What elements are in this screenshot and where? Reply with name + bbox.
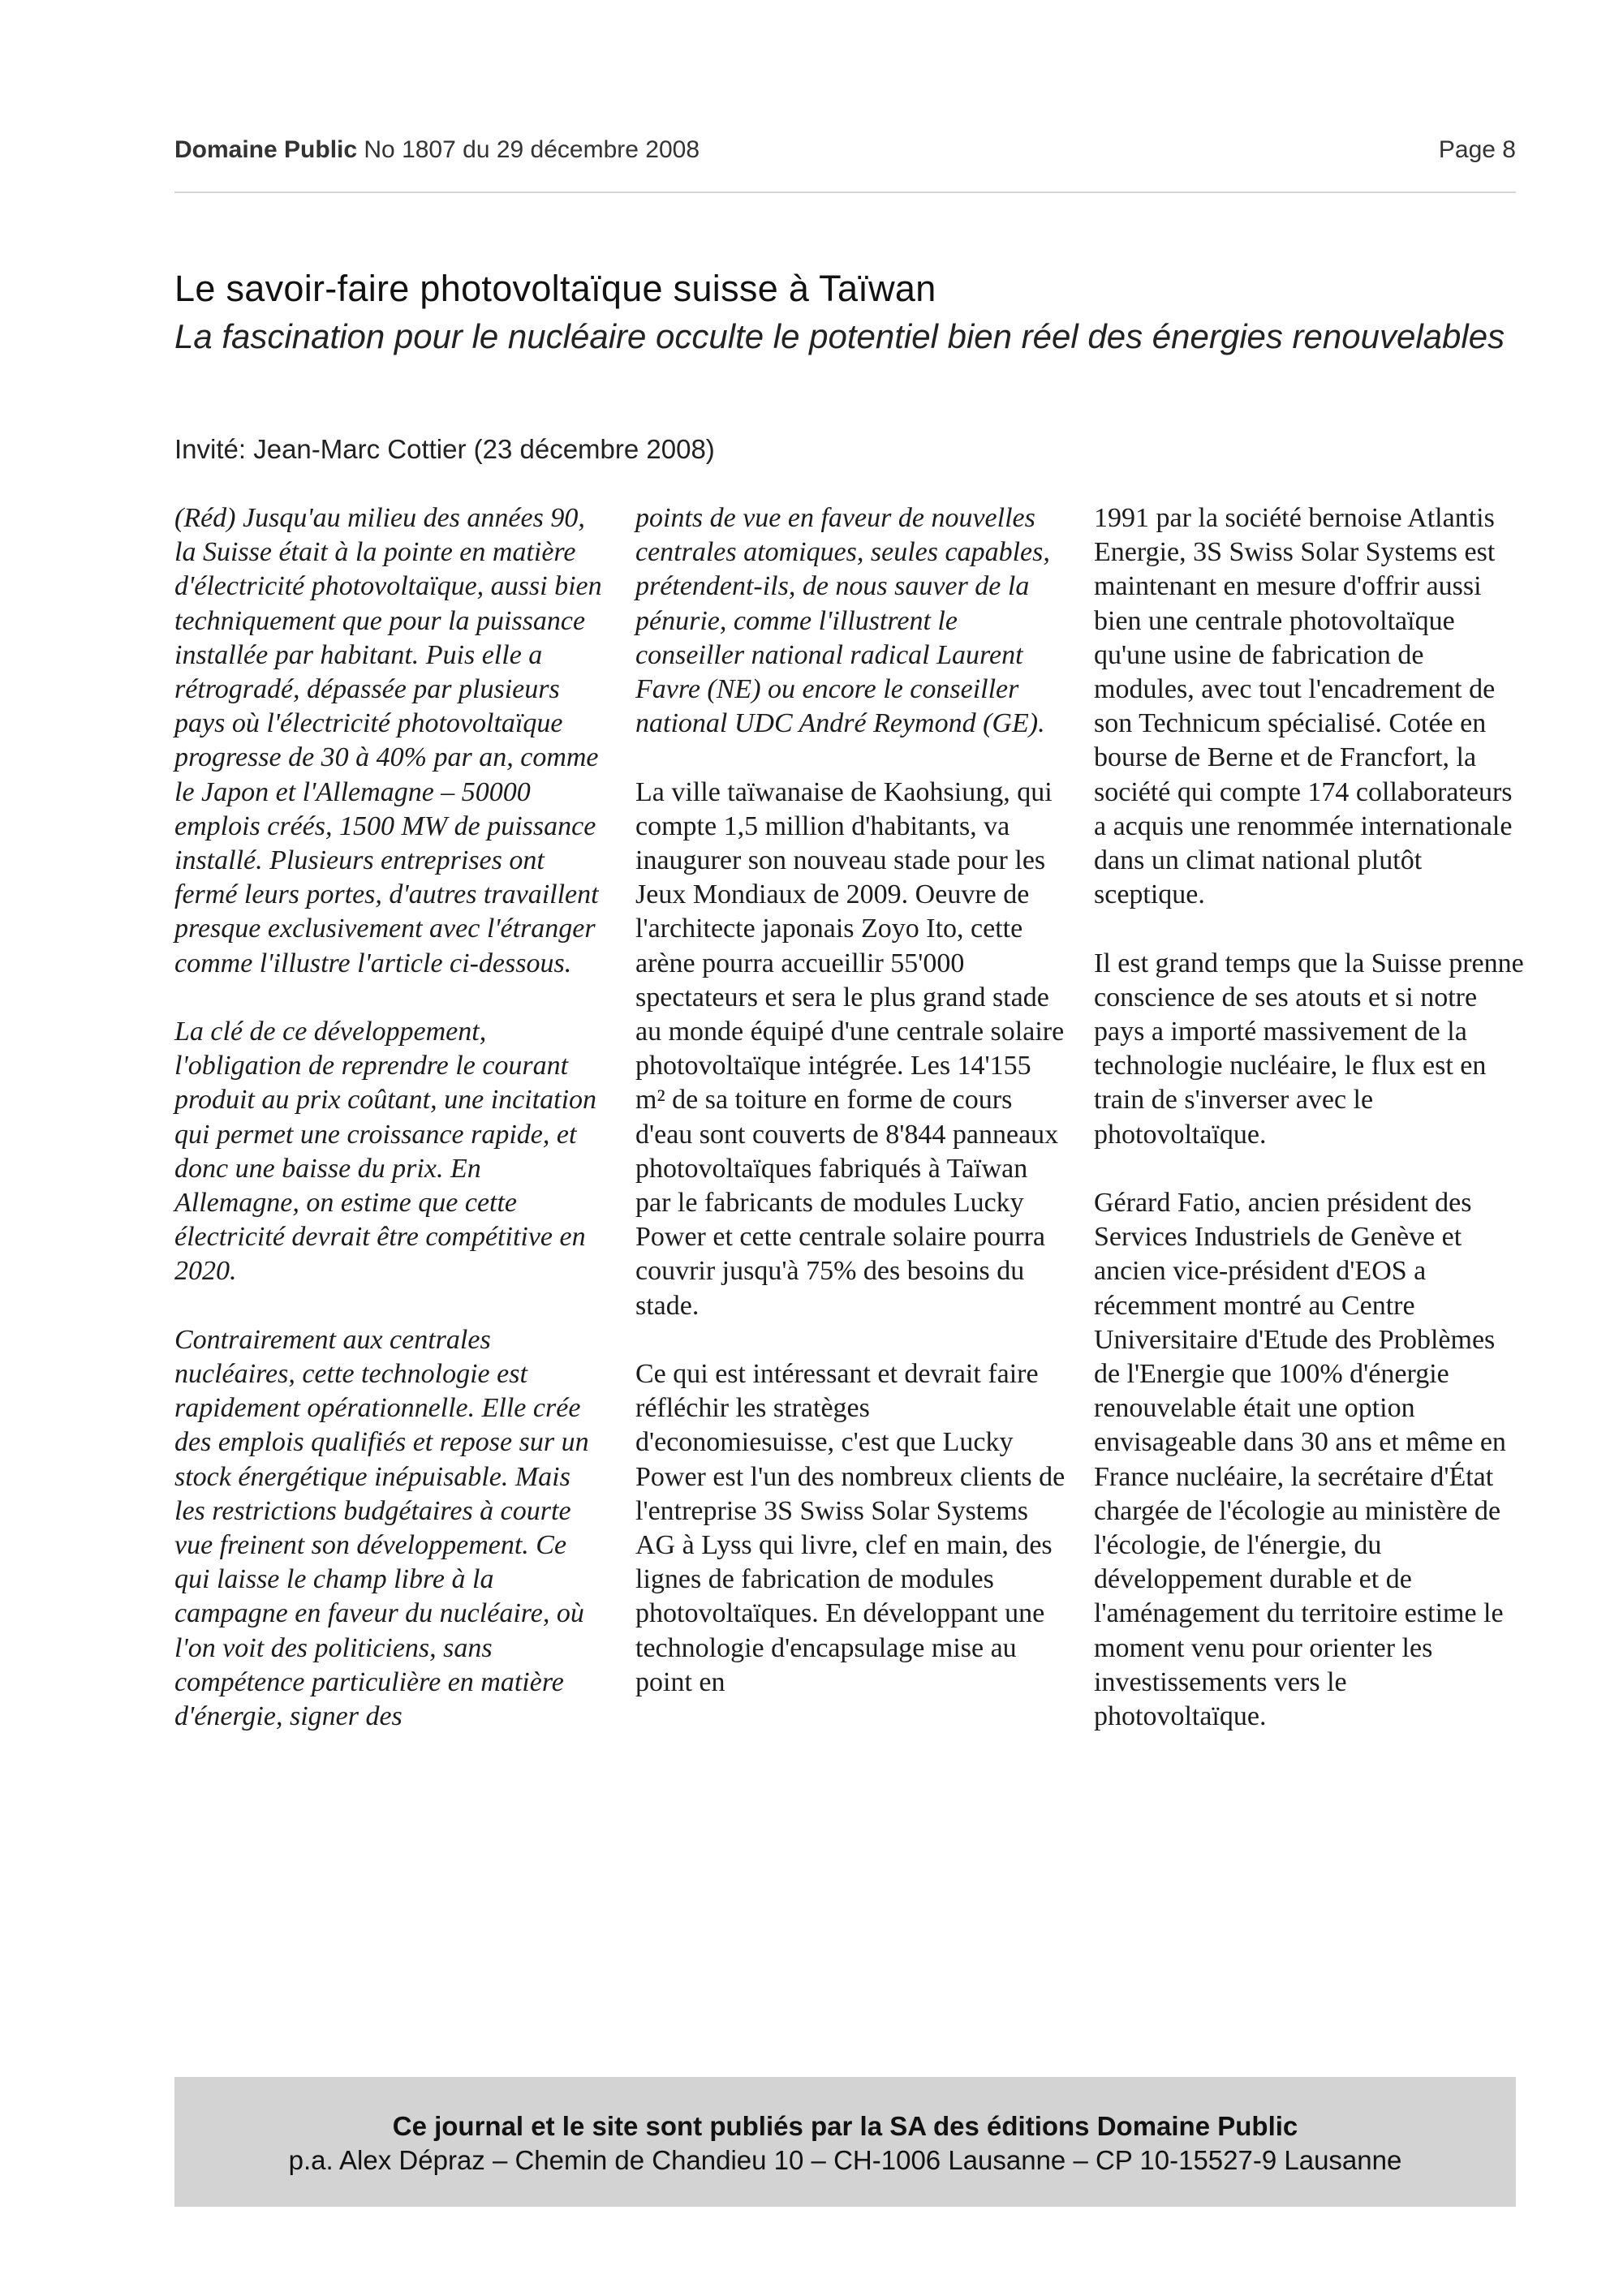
paragraph: La clé de ce développement, l'obligation de reprendre le courant produit au prix coûtant, une incitation qui permet une croissance rapide, et donc une baisse du prix. En Allemagne, on estime que cette électricité devrait être compétitive en 2020. xyxy=(174,1017,597,1287)
publisher-footer xyxy=(174,2077,1516,2207)
paragraph: points de vue en faveur de nouvelles centrales atomiques, seules capables, prétendent-ils, de nous sauver de la pénurie, comme l'illustrent le conseiller national radical Laurent Favre (NE) ou encore le conseiller national UDC André Reymond (GE). xyxy=(635,503,1050,739)
article-column-3 xyxy=(1094,501,1524,1734)
paragraph: Gérard Fatio, ancien président des Services Industriels de Genève et ancien vice-président d'EOS a récemment montré au Centre Universitaire d'Etude des Problèmes de l'Energie que 100% d'énergie renouvelable était une option envisageable dans 30 ans et même en France nucléaire, la secrétaire d'État chargée de l'écologie au ministère de l'écologie, de l'énergie, du développement durable et de l'aménagement du territoire estime le moment venu pour orienter les investissements vers le photovoltaïque. xyxy=(1094,1188,1506,1732)
page-header xyxy=(174,136,1516,193)
paragraph: La ville taïwanaise de Kaohsiung, qui compte 1,5 million d'habitants, va inaugurer son nouveau stade pour les Jeux Mondiaux de 2009. Oeuvre de l'architecte japonais Zoyo Ito, cette arène pourra accueillir 55'000 spectateurs et sera le plus grand stade au monde équipé d'une centrale solaire photovoltaïque intégrée. Les 14'155 m² de sa toiture en forme de cours d'eau sont couverts de 8'844 panneaux photovoltaïques fabriqués à Taïwan par le fabricants de modules Lucky Power et cette centrale solaire pourra couvrir jusqu'à 75% des besoins du stade. xyxy=(635,776,1065,1321)
publication-name: Domaine Public xyxy=(174,136,358,163)
footer-publisher-line: Ce journal et le site sont publiés par la SA des éditions Domaine Public xyxy=(392,2111,1298,2141)
article-author: Invité: Jean-Marc Cottier (23 décembre 2008) xyxy=(174,434,715,464)
article-column-1 xyxy=(174,501,605,1734)
paragraph: 1991 par la société bernoise Atlantis Energie, 3S Swiss Solar Systems est maintenant en mesure d'offrir aussi bien une centrale photovoltaïque qu'une usine de fabrication de modules, avec tout l'encadrement de son Technicum spécialisé. Cotée en bourse de Berne et de Francfort, la société qui compte 174 collaborateurs a acquis une renommée internationale dans un climat national plutôt sceptique. xyxy=(1094,503,1513,910)
article-subtitle: La fascination pour le nucléaire occulte le potentiel bien réel des énergies renouvelables xyxy=(174,317,1505,355)
footer-address-line: p.a. Alex Dépraz – Chemin de Chandieu 10 – CH-1006 Lausanne – CP 10-15527-9 Lausanne xyxy=(288,2145,1402,2175)
paragraph: (Réd) Jusqu'au milieu des années 90, la Suisse était à la pointe en matière d'électricité photovoltaïque, aussi bien techniquement que pour la puissance installée par habitant. Puis elle a rétrogradé, dépassée par plusieurs pays où l'électricité photovoltaïque progresse de 30 à 40% par an, comme le Japon et l'Allemagne – 50000 emplois créés, 1500 MW de puissance installé. Plusieurs entreprises ont fermé leurs portes, d'autres travaillent presque exclusivement avec l'étranger comme l'illustre l'article ci-dessous. xyxy=(174,503,602,978)
paragraph: Ce qui est intéressant et devrait faire réfléchir les stratèges d'economiesuisse, c'est que Lucky Power est l'un des nombreux clients de l'entreprise 3S Swiss Solar Systems AG à Lyss qui livre, clef en main, des lignes de fabrication de modules photovoltaïques. En développant une technologie d'encapsulage mise au point en xyxy=(635,1359,1065,1697)
paragraph: Il est grand temps que la Suisse prenne conscience de ses atouts et si notre pays a importé massivement de la technologie nucléaire, le flux est en train de s'inverser avec le photovoltaïque. xyxy=(1094,948,1524,1150)
page-number: Page 8 xyxy=(1438,136,1516,163)
article-column-2 xyxy=(635,501,1065,1700)
paragraph: Contrairement aux centrales nucléaires, cette technologie est rapidement opérationnelle. Elle crée des emplois qualifiés et repose sur un stock énergétique inépuisable. Mais les restrictions budgétaires à courte vue freinent son développement. Ce qui laisse le champ libre à la campagne en faveur du nucléaire, où l'on voit des politiciens, sans compétence particulière en matière d'énergie, signer des xyxy=(174,1324,589,1732)
issue-info: No 1807 du 29 décembre 2008 xyxy=(357,136,700,163)
article-title: Le savoir-faire photovoltaïque suisse à Taïwan xyxy=(174,268,936,309)
